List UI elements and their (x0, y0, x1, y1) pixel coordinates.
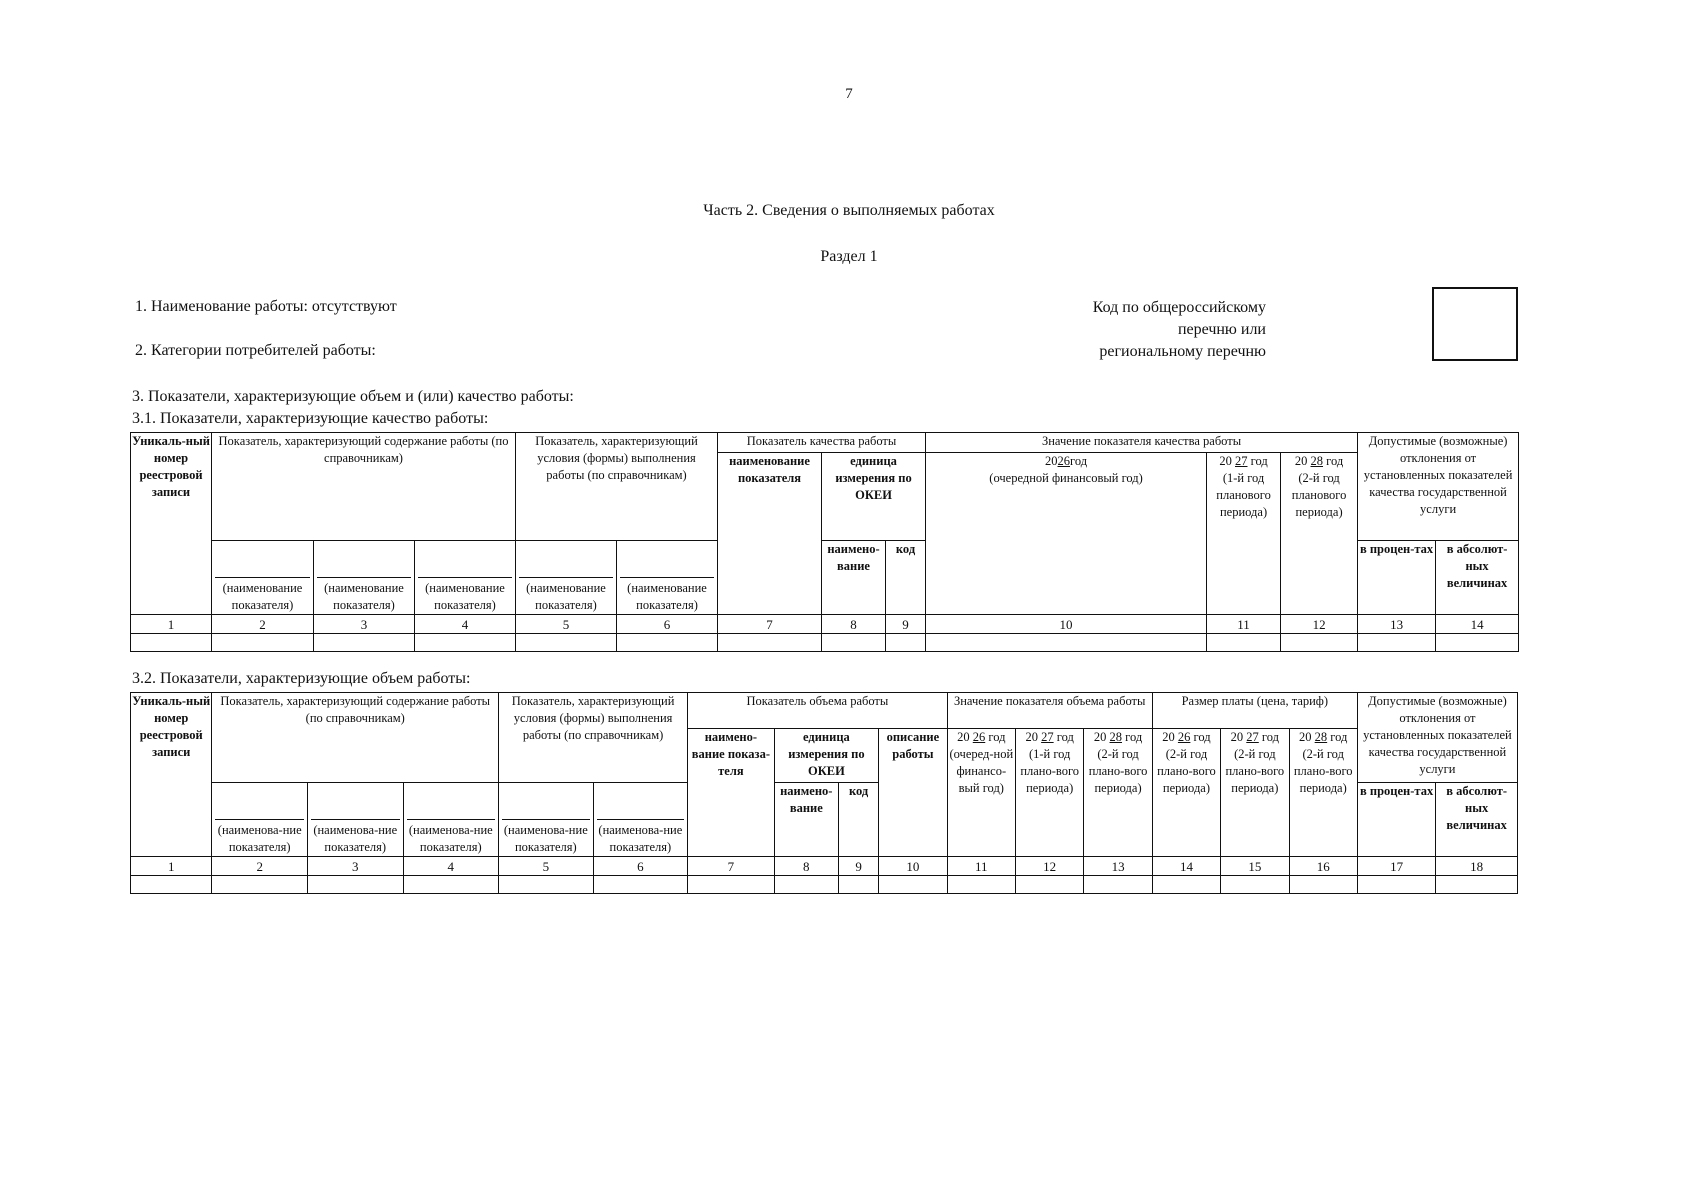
deviation-header: Допустимые (возможные) отклонения от установленных показателей качества государственной услуги (1358, 433, 1519, 541)
col-num: 9 (886, 615, 926, 634)
col-num: 16 (1289, 857, 1357, 876)
data-cell[interactable] (886, 634, 926, 652)
empty-data-row (131, 876, 1518, 894)
conditions-indicator-1: (наименование показателя) (516, 541, 617, 615)
work-description-header: описание работы (879, 729, 947, 857)
data-cell[interactable] (879, 876, 947, 894)
data-cell[interactable] (1221, 876, 1289, 894)
year-word: год (1326, 454, 1344, 468)
price-year-2028-header: 20 28 год (2-й год плано-вого периода) (1289, 729, 1357, 857)
col-num: 15 (1221, 857, 1289, 876)
unit-code-header: код (838, 783, 878, 857)
data-cell[interactable] (131, 634, 212, 652)
unit-okei-header: единица измерения по ОКЕИ (822, 453, 926, 541)
col-num: 17 (1357, 857, 1435, 876)
data-cell[interactable] (1357, 876, 1435, 894)
data-cell[interactable] (1084, 876, 1152, 894)
content-indicator-1: (наименование показателя) (212, 541, 314, 615)
page-number: 7 (845, 86, 853, 102)
deviation-absolute-header: в абсолют-ных величинах (1436, 541, 1519, 615)
year-prefix: 20 (1294, 454, 1308, 468)
value-year-2026-header: 20 26 год (очеред-ной финансо-вый год) (947, 729, 1015, 857)
indicators-heading: 3. Показатели, характеризующие объем и (или) качество работы: (132, 388, 574, 405)
col-num: 2 (212, 615, 314, 634)
col-num: 10 (879, 857, 947, 876)
col-num: 12 (1015, 857, 1083, 876)
conditions-indicator-header: Показатель, характеризующий условия (формы) выполнения работы (по справочникам) (499, 693, 688, 783)
data-cell[interactable] (617, 634, 718, 652)
content-indicator-3: (наименование показателя) (415, 541, 516, 615)
col-num: 13 (1358, 615, 1436, 634)
volume-value-header: Значение показателя объема работы (947, 693, 1152, 729)
year-suffix: 28 (1310, 454, 1324, 468)
consumer-categories-line: 2. Категории потребителей работы: (135, 342, 376, 359)
unique-number-header: Уникаль-ный номер реестровой записи (131, 693, 212, 857)
year-word: год (1070, 454, 1088, 468)
year-prefix: 20 (1045, 454, 1058, 468)
col-num: 14 (1436, 615, 1519, 634)
data-cell[interactable] (1436, 634, 1519, 652)
unit-okei-header: единица измерения по ОКЕИ (774, 729, 879, 783)
content-indicator-2: (наименование показателя) (314, 541, 415, 615)
col-num: 11 (1207, 615, 1281, 634)
year-2028-header (1281, 453, 1358, 615)
data-cell[interactable] (838, 876, 878, 894)
year-suffix: 26 (1057, 454, 1070, 468)
data-cell[interactable] (314, 634, 415, 652)
year-2027-header (1207, 453, 1281, 615)
deviation-absolute-header: в абсолют-ных величинах (1436, 783, 1518, 857)
conditions-indicator-2: (наименова-ние показателя) (593, 783, 688, 857)
data-cell[interactable] (1152, 876, 1220, 894)
data-cell[interactable] (774, 876, 838, 894)
col-num: 6 (593, 857, 688, 876)
data-cell[interactable] (822, 634, 886, 652)
conditions-indicator-1: (наименова-ние показателя) (499, 783, 594, 857)
content-indicator-header: Показатель, характеризующий содержание работы (по справочникам) (212, 693, 499, 783)
content-indicator-2: (наименова-ние показателя) (307, 783, 403, 857)
col-num: 7 (718, 615, 822, 634)
data-cell[interactable] (307, 876, 403, 894)
content-indicator-3: (наименова-ние показателя) (403, 783, 499, 857)
code-label-line3: региональному перечню (1099, 343, 1266, 360)
col-num: 18 (1436, 857, 1518, 876)
code-label-line1: Код по общероссийскому (1092, 299, 1266, 316)
data-cell[interactable] (688, 876, 774, 894)
part-title: Часть 2. Сведения о выполняемых работах (703, 202, 995, 219)
col-num: 7 (688, 857, 774, 876)
quality-value-header: Значение показателя качества работы (926, 433, 1358, 453)
col-num: 9 (838, 857, 878, 876)
col-num: 3 (307, 857, 403, 876)
data-cell[interactable] (516, 634, 617, 652)
data-cell[interactable] (415, 634, 516, 652)
value-year-2027-header: 20 27 год (1-й год плано-вого периода) (1015, 729, 1083, 857)
data-cell[interactable] (212, 634, 314, 652)
data-cell[interactable] (1358, 634, 1436, 652)
column-numbers-row (131, 857, 1518, 876)
year-suffix: 27 (1235, 454, 1248, 468)
deviation-header: Допустимые (возможные) отклонения от установленных показателей качества государственной услуги (1357, 693, 1517, 783)
volume-indicators-heading: 3.2. Показатели, характеризующие объем работы: (132, 670, 471, 687)
quality-indicator-header: Показатель качества работы (718, 433, 926, 453)
data-cell[interactable] (1015, 876, 1083, 894)
price-year-2027-header: 20 27 год (2-й год плано-вого периода) (1221, 729, 1289, 857)
deviation-percent-header: в процен-тах (1358, 541, 1436, 615)
registry-code-label (1093, 297, 1266, 363)
col-num: 4 (415, 615, 516, 634)
year-word: год (1250, 454, 1268, 468)
work-name-line: 1. Наименование работы: отсутствуют (135, 298, 397, 315)
year-note: (2-й год планового периода) (1291, 471, 1347, 519)
col-num: 4 (403, 857, 499, 876)
unique-number-header: Уникаль-ный номер реестровой записи (131, 433, 212, 615)
col-num: 8 (822, 615, 886, 634)
data-cell[interactable] (593, 876, 688, 894)
col-num: 6 (617, 615, 718, 634)
conditions-indicator-2: (наименование показателя) (617, 541, 718, 615)
registry-code-box[interactable] (1432, 287, 1518, 361)
data-cell[interactable] (403, 876, 499, 894)
price-year-2026-header: 20 26 год (2-й год плано-вого периода) (1152, 729, 1220, 857)
content-indicator-1: (наименова-ние показателя) (212, 783, 308, 857)
empty-data-row (131, 634, 1519, 652)
unit-code-header: код (886, 541, 926, 615)
col-num: 13 (1084, 857, 1152, 876)
value-year-2028-header: 20 28 год (2-й год плано-вого периода) (1084, 729, 1152, 857)
deviation-percent-header: в процен-тах (1357, 783, 1435, 857)
indicator-name-header: наименование показателя (718, 453, 822, 615)
data-cell[interactable] (1281, 634, 1358, 652)
year-note: (1-й год планового периода) (1216, 471, 1271, 519)
data-cell[interactable] (947, 876, 1015, 894)
price-header: Размер платы (цена, тариф) (1152, 693, 1357, 729)
col-num: 5 (499, 857, 594, 876)
data-cell[interactable] (499, 876, 594, 894)
data-cell[interactable] (212, 876, 308, 894)
data-cell[interactable] (1207, 634, 1281, 652)
unit-name-header: наимено-вание (774, 783, 838, 857)
volume-indicator-header: Показатель объема работы (688, 693, 947, 729)
col-num: 11 (947, 857, 1015, 876)
column-numbers-row (131, 615, 1519, 634)
col-num: 3 (314, 615, 415, 634)
col-num: 14 (1152, 857, 1220, 876)
section-title: Раздел 1 (820, 248, 878, 265)
year-2026-header (926, 453, 1207, 615)
col-num: 1 (131, 857, 212, 876)
col-num: 1 (131, 615, 212, 634)
indicator-name-header: наимено-вание показа-теля (688, 729, 774, 857)
quality-indicators-table (130, 432, 1519, 652)
code-label-line2: перечню или (1177, 321, 1266, 338)
quality-indicators-heading: 3.1. Показатели, характеризующие качество работы: (132, 410, 489, 427)
col-num: 2 (212, 857, 308, 876)
unit-name-header: наимено-вание (822, 541, 886, 615)
data-cell[interactable] (131, 876, 212, 894)
col-num: 12 (1281, 615, 1358, 634)
content-indicator-header: Показатель, характеризующий содержание работы (по справочникам) (212, 433, 516, 541)
data-cell[interactable] (1289, 876, 1357, 894)
data-cell[interactable] (718, 634, 822, 652)
data-cell[interactable] (1436, 876, 1518, 894)
col-num: 5 (516, 615, 617, 634)
volume-indicators-table (130, 692, 1518, 894)
year-note: (очередной финансовый год) (989, 471, 1143, 485)
conditions-indicator-header: Показатель, характеризующий условия (формы) выполнения работы (по справочникам) (516, 433, 718, 541)
col-num: 10 (926, 615, 1207, 634)
col-num: 8 (774, 857, 838, 876)
data-cell[interactable] (926, 634, 1207, 652)
year-prefix: 20 (1219, 454, 1232, 468)
